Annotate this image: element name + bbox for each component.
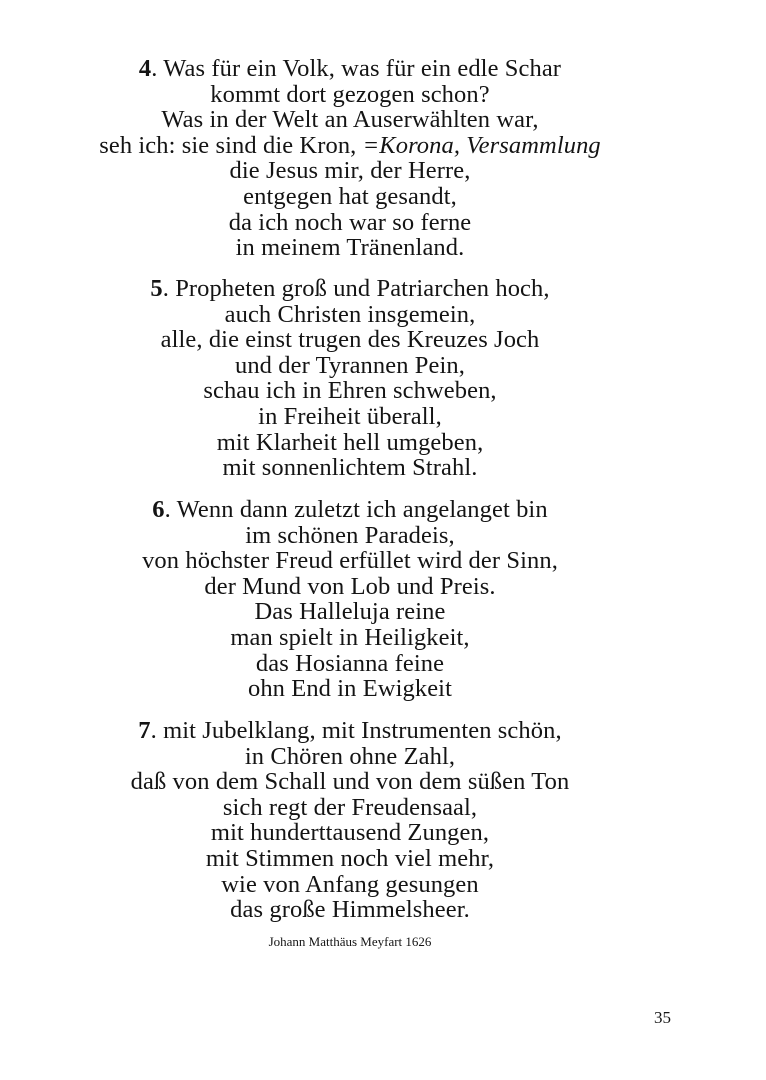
stanza-line-text: . mit Jubelklang, mit Instrumenten schön, bbox=[150, 717, 562, 744]
stanza-line: kommt dort gezogen schon? bbox=[210, 80, 490, 108]
stanza-4 bbox=[0, 56, 700, 261]
stanza-line: und der Tyrannen Pein, bbox=[234, 351, 465, 379]
author-credit: Johann Matthäus Meyfart 1626 bbox=[268, 934, 432, 949]
stanza-line-text: . Wenn dann zuletzt ich angelanget bin bbox=[164, 496, 548, 523]
stanza-line: wie von Anfang gesungen bbox=[221, 870, 479, 898]
stanza-number: 6 bbox=[152, 496, 165, 523]
stanza-line: mit Stimmen noch viel mehr, bbox=[205, 844, 495, 872]
stanza-line: schau ich in Ehren schweben, bbox=[203, 377, 497, 405]
stanza-line bbox=[0, 56, 700, 82]
stanza-number: 4 bbox=[138, 55, 152, 82]
stanza-line bbox=[0, 133, 700, 159]
stanza-line-text: . Propheten groß und Patriarchen hoch, bbox=[162, 275, 550, 302]
stanza-line-text: seh ich: sie sind die Kron, bbox=[99, 131, 363, 159]
stanza-line: daß von dem Schall und von dem süßen Ton bbox=[130, 768, 570, 796]
stanza-line: in Chören ohne Zahl, bbox=[244, 742, 456, 770]
stanza-line: im schönen Paradeis, bbox=[245, 521, 455, 549]
stanza-line: Was in der Welt an Auserwählten war, bbox=[161, 106, 539, 134]
page-number: 35 bbox=[654, 1008, 671, 1027]
stanza-line bbox=[0, 276, 700, 302]
stanza-6 bbox=[0, 497, 700, 702]
stanza-line: entgegen hat gesandt, bbox=[243, 182, 457, 210]
stanza-line: das große Himmelsheer. bbox=[230, 896, 470, 924]
stanza-5 bbox=[0, 276, 700, 481]
stanza-line: die Jesus mir, der Herre, bbox=[229, 157, 471, 185]
stanza-line: alle, die einst trugen des Kreuzes Joch bbox=[160, 326, 540, 354]
stanza-7 bbox=[0, 718, 700, 923]
stanza-line: in meinem Tränenland. bbox=[235, 234, 465, 262]
stanza-line bbox=[0, 718, 700, 744]
stanza-line: in Freiheit überall, bbox=[258, 402, 442, 430]
stanza-line: der Mund von Lob und Preis. bbox=[204, 572, 496, 600]
stanza-number: 7 bbox=[138, 717, 151, 744]
stanza-line: da ich noch war so ferne bbox=[228, 208, 472, 236]
margin-annotation: =Korona, Versammlung bbox=[362, 131, 601, 159]
stanza-line: auch Christen insgemein, bbox=[224, 300, 476, 328]
stanza-line: das Hosianna feine bbox=[255, 649, 445, 677]
stanza-line bbox=[0, 497, 700, 523]
stanza-line: sich regt der Freudensaal, bbox=[222, 793, 478, 821]
stanza-line: ohn End in Ewigkeit bbox=[247, 675, 452, 703]
stanza-line: mit Klarheit hell umgeben, bbox=[216, 428, 484, 456]
stanza-line: Das Halleluja reine bbox=[254, 598, 446, 626]
stanza-number: 5 bbox=[150, 275, 163, 302]
stanza-line-text: . Was für ein Volk, was für ein edle Schar bbox=[151, 55, 562, 82]
stanza-line: von höchster Freud erfüllet wird der Sinn, bbox=[142, 547, 558, 575]
stanza-line: mit sonnenlichtem Strahl. bbox=[222, 454, 478, 482]
stanza-line: mit hunderttausend Zungen, bbox=[210, 819, 490, 847]
stanza-line: man spielt in Heiligkeit, bbox=[230, 623, 470, 651]
